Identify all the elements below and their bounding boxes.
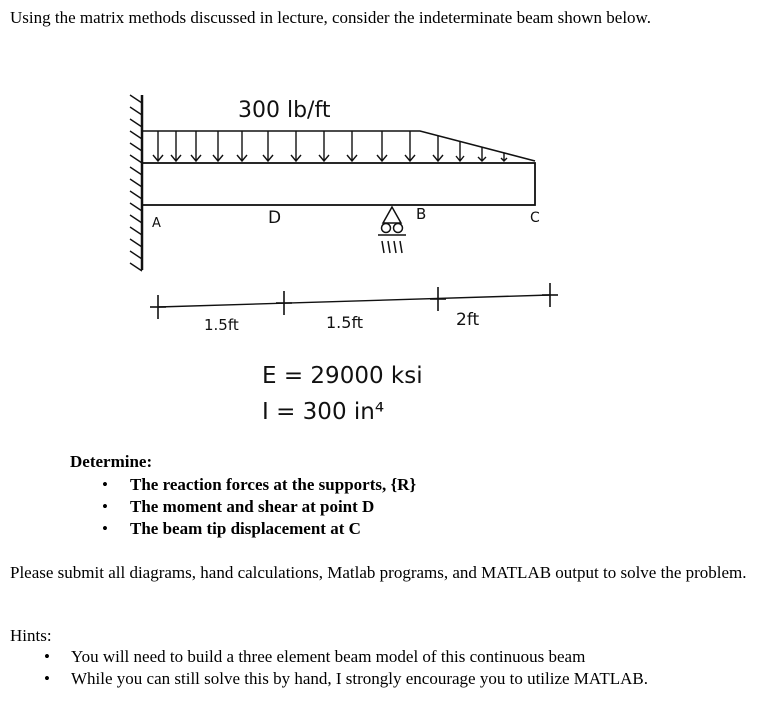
inertia-label: I = 300 in⁴ [262, 399, 385, 425]
bullet: • [44, 647, 50, 666]
span-1-label: 1.5ft [204, 316, 239, 334]
list-item [96, 518, 416, 540]
bullet: • [44, 669, 50, 688]
point-c-label: C [530, 210, 540, 226]
modulus-label: E = 29000 ksi [262, 363, 423, 389]
beam-diagram [120, 85, 590, 440]
hint-item-three-element: You will need to build a three element beam model of this continuous beam [71, 647, 586, 666]
bullet: • [102, 475, 108, 494]
determine-item-reactions: The reaction forces at the supports, {R} [130, 475, 417, 494]
span-2-label: 1.5ft [326, 313, 364, 332]
span-3-label: 2ft [456, 310, 480, 330]
roller-support-b [378, 207, 406, 253]
point-d-label: D [268, 208, 282, 228]
hints-list [38, 646, 648, 690]
determine-item-moment-shear: The moment and shear at point D [130, 497, 375, 516]
wall-hatching [130, 95, 142, 271]
bullet: • [102, 519, 108, 538]
list-item [96, 496, 416, 518]
list-item [38, 668, 648, 690]
submit-instructions: Please submit all diagrams, hand calculations, Matlab programs, and MATLAB output to solve the problem. [10, 563, 747, 582]
load-arrows [153, 131, 507, 161]
beam [142, 163, 535, 205]
list-item [38, 646, 648, 668]
list-item [96, 474, 416, 496]
load-label: 300 lb/ft [238, 98, 331, 123]
hint-item-matlab: While you can still solve this by hand, I strongly encourage you to utilize MATLAB. [71, 669, 648, 688]
bullet: • [102, 497, 108, 516]
point-b-label: B [416, 205, 427, 223]
dimension-line [158, 295, 550, 307]
load-outline [142, 131, 535, 161]
determine-list [96, 474, 416, 540]
intro-text: Using the matrix methods discussed in lecture, consider the indeterminate beam shown below. [10, 8, 651, 27]
point-a-label: A [152, 216, 161, 231]
determine-item-tip-displacement: The beam tip displacement at C [130, 519, 361, 538]
determine-heading: Determine: [70, 452, 153, 471]
hints-heading: Hints: [10, 626, 52, 645]
beam-figure [120, 85, 590, 440]
